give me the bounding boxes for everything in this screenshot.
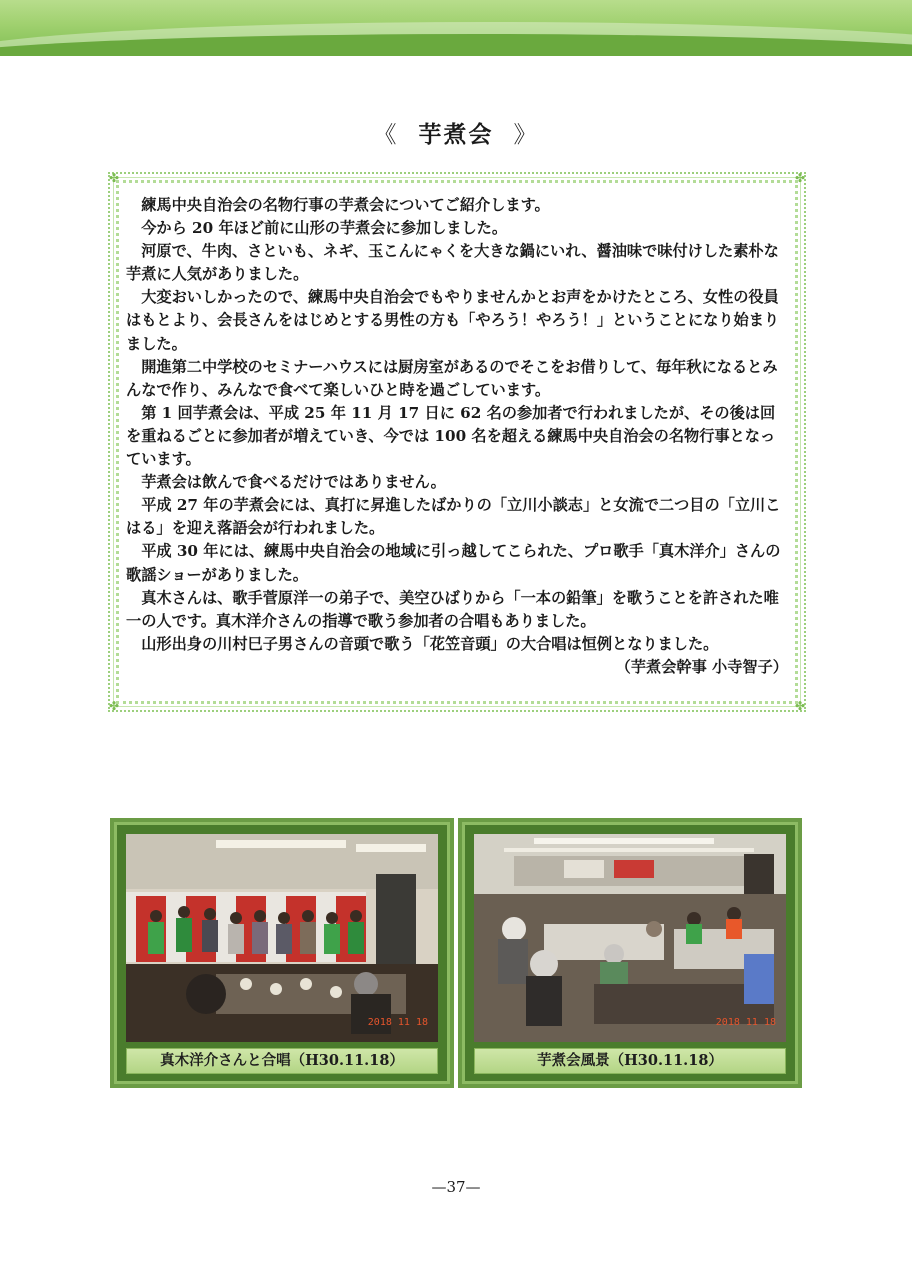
clover-corner-icon: ✤ [794,699,806,713]
paragraph: 真木さんは、歌手菅原洋一の弟子で、美空ひばりから「一本の鉛筆」を歌うことを許された唯一の人です。真木洋介さんの指導で歌う参加者の合唱もありました。 [126,588,779,630]
paragraph: 第 1 回芋煮会は、平成 25 年 11 月 17 日に 62 名の参加者で行われましたが、その後は回を重ねるごとに参加者が増えていき、今では 100 名を超える練馬中央自治会の名物行事となっています。 [126,403,776,469]
paragraph: 大変おいしかったので、練馬中央自治会でもやりませんかとお声をかけたところ、女性の役員はもとより、会長さんをはじめとする男性の方も「やろう！やろう！」ということになり始まりました。 [126,288,780,353]
photo-scenery [474,834,786,1042]
photo-card-singing [110,818,454,1088]
clover-corner-icon: ✤ [794,171,806,185]
paragraph: 開進第二中学校のセミナーハウスには厨房室があるのでそこをお借りして、毎年秋になるとみんなで作り、みんなで食べて楽しいひと時を過ごしています。 [126,357,778,399]
photo-date-stamp: 2018 11 18 [715,1017,776,1028]
title-close-bracket: 》 [513,122,539,148]
paragraph: 平成 27 年の芋煮会には、真打に昇進したばかりの「立川小談志」と女流で二つ目の「立川こはる」を迎え落語会が行われました。 [126,496,781,538]
author-signature: （芋煮会幹事 小寺智子） [615,657,788,676]
header-band [0,0,912,56]
photo-singing [126,834,438,1042]
paragraph: 河原で、牛肉、さといも、ネギ、玉こんにゃくを大きな鍋にいれ、醤油味で味付けした素朴な芋煮に人気がありました。 [126,242,779,284]
photo-date-stamp: 2018 11 18 [367,1017,428,1028]
photo-singing-image [126,834,438,1042]
photo-card-scenery [458,818,802,1088]
article-body [126,194,788,679]
paragraph: 平成 30 年には、練馬中央自治会の地域に引っ越してこられた、プロ歌手「真木洋介」さんの歌謡ショーがありました。 [126,542,781,584]
clover-corner-icon: ✤ [108,171,120,185]
paragraph: 練馬中央自治会の名物行事の芋煮会についてご紹介します。 [141,196,550,214]
photo-caption: 芋煮会風景（H30.11.18） [474,1048,786,1074]
page-title [0,116,912,149]
photo-scenery-image [474,834,786,1042]
photo-caption: 真木洋介さんと合唱（H30.11.18） [126,1048,438,1074]
paragraph: 今から 20 年ほど前に山形の芋煮会に参加しました。 [141,219,508,238]
paragraph: 芋煮会は飲んで食べるだけではありません。 [141,473,446,492]
title-open-bracket: 《 [373,122,399,148]
title-text: 芋煮会 [418,121,494,148]
clover-corner-icon: ✤ [108,699,120,713]
page-number: —37— [431,1178,481,1196]
paragraph: 山形出身の川村巳子男さんの音頭で歌う「花笠音頭」の大合唱は恒例となりました。 [141,634,719,653]
